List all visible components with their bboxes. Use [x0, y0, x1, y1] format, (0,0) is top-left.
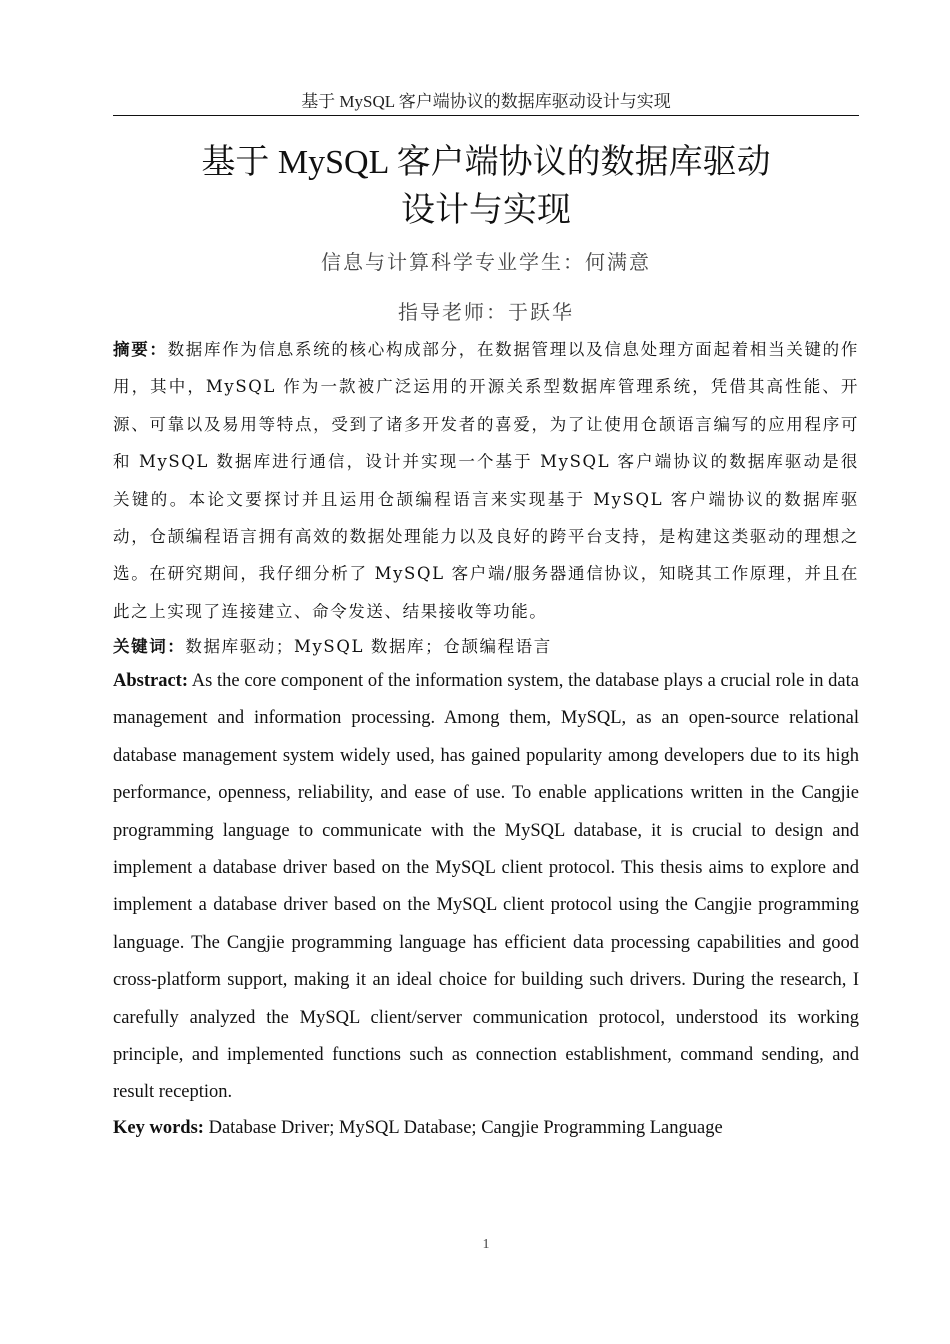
abstract-en-text: As the core component of the information system, the database plays a crucial role in data management and information processing. Among them, MySQL, as an open-source relational database management system widely used, has gained popularity among developers due to its high performance, openness, reliability, and ease of use. To enable applications written in the Cangjie programming language to communicate with the MySQL database, it is crucial to design and implement a database driver based on the MySQL client protocol. This thesis aims to explore and implement a database driver based on the MySQL client protocol using the Cangjie programming language. The Cangjie programming language has efficient data processing capabilities and good cross-platform support, making it an ideal choice for building such drivers. During the research, I carefully analyzed the MySQL client/server communication protocol, understood its working principle, and implemented functions such as connection establishment, command sending, and result reception.: [113, 671, 859, 1103]
author-line: 信息与计算科学专业学生：何满意: [321, 250, 651, 274]
title-line-1: 基于 MySQL 客户端协议的数据库驱动: [201, 144, 771, 181]
abstract-cn-label: 摘要：: [113, 340, 168, 359]
abstract-cn: [113, 331, 859, 630]
keywords-cn-text: 数据库驱动；MySQL 数据库；仓颉编程语言: [185, 637, 552, 656]
advisor-line: 指导老师：于跃华: [398, 300, 574, 324]
paper-title: [113, 139, 859, 235]
keywords-en-text: Database Driver; MySQL Database; Cangjie Programming Language: [203, 1118, 723, 1138]
header-rule: [113, 115, 859, 116]
page-number: 1: [482, 1237, 490, 1252]
running-header: 基于 MySQL 客户端协议的数据库驱动设计与实现: [301, 92, 671, 111]
keywords-cn-label: 关键词：: [113, 637, 186, 656]
abstract-en: [113, 663, 859, 1112]
title-line-2: 设计与实现: [401, 192, 571, 229]
abstract-cn-text: 数据库作为信息系统的核心构成部分，在数据管理以及信息处理方面起着相当关键的作用，其中，MySQL 作为一款被广泛运用的开源关系型数据库管理系统，凭借其高性能、开源、可靠以及易用等特点，受到了诸多开发者的喜爱，为了让使用仓颉语言编写的应用程序可和 MySQL 数据库进行通信，设计并实现一个基于 MySQL 客户端协议的数据库驱动是很关键的。本论文要探讨并且运用仓颉编程语言来实现基于 MySQL 客户端协议的数据库驱动，仓颉编程语言拥有高效的数据处理能力以及良好的跨平台支持，是构建这类驱动的理想之选。在研究期间，我仔细分析了 MySQL 客户端/服务器通信协议，知晓其工作原理，并且在此之上实现了连接建立、命令发送、结果接收等功能。: [113, 340, 859, 621]
keywords-en-label: Key words:: [113, 1118, 204, 1138]
keywords-cn: [113, 628, 859, 665]
keywords-en: [113, 1110, 859, 1147]
abstract-en-label: Abstract:: [113, 671, 189, 691]
